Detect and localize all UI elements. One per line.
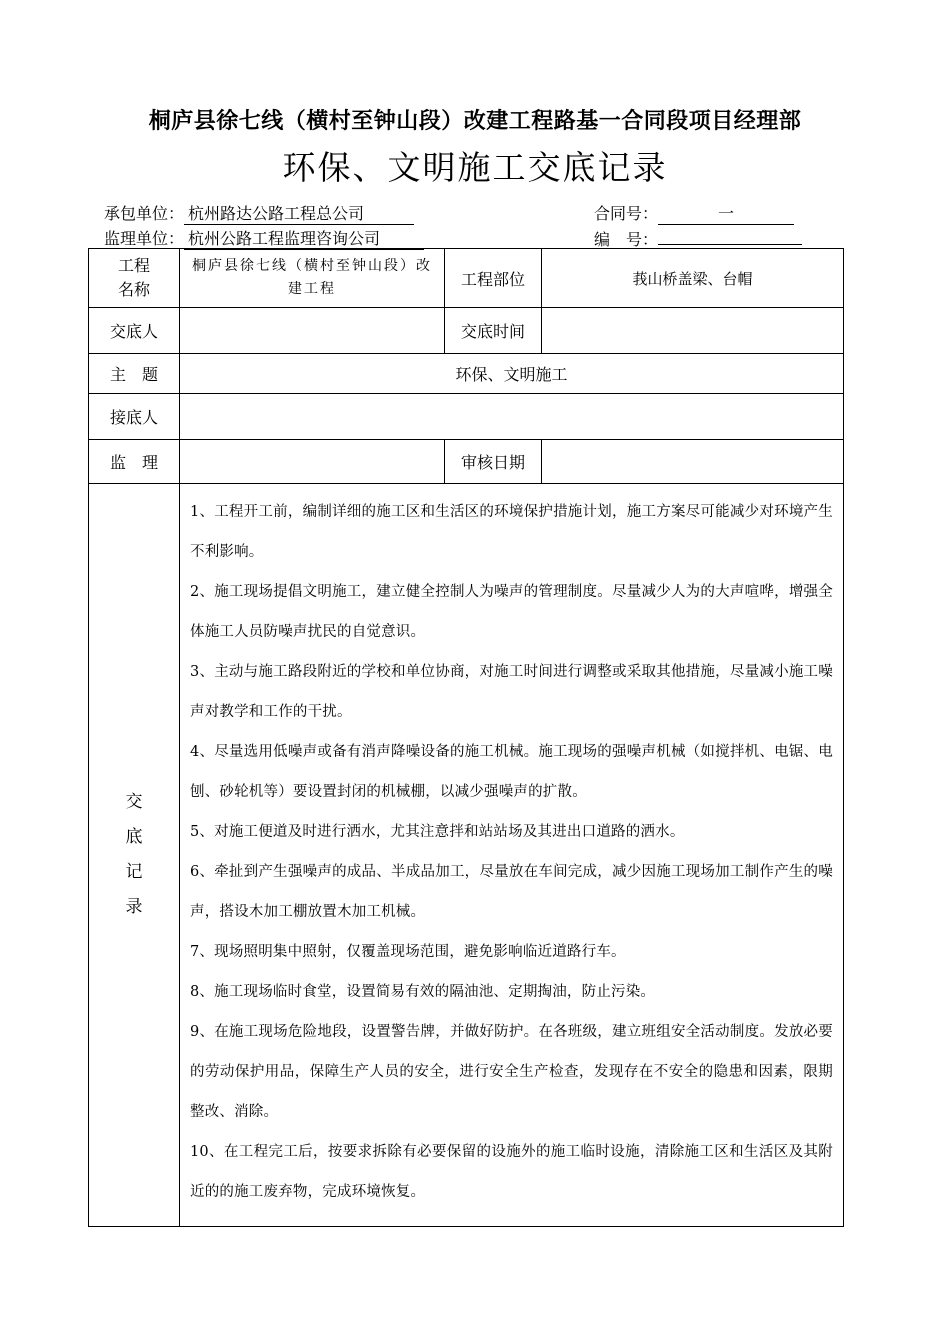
serial-no-row bbox=[594, 226, 802, 250]
project-part-label: 工程部位 bbox=[445, 249, 542, 308]
record-item: 10、在工程完工后，按要求拆除有必要保留的设施外的施工临时设施，清除施工区和生活区及其附近的的施工废弃物，完成环境恢复。 bbox=[190, 1144, 833, 1200]
time-label: 交底时间 bbox=[445, 308, 542, 354]
review-date-value[interactable] bbox=[542, 440, 844, 484]
receiver-row bbox=[89, 394, 844, 440]
record-label-char: 交 bbox=[125, 792, 143, 812]
project-part-value: 莪山桥盖梁、台帽 bbox=[542, 249, 844, 308]
supervisor-label: 监理单位： bbox=[104, 229, 185, 248]
record-label bbox=[89, 484, 180, 1227]
record-item: 5、对施工便道及时进行洒水，尤其注意拌和站站场及其进出口道路的洒水。 bbox=[190, 824, 685, 840]
contractor-label: 承包单位： bbox=[104, 204, 185, 223]
supervision-label: 监 理 bbox=[89, 440, 180, 484]
record-label-char: 记 bbox=[125, 862, 143, 882]
supervisor-value: 杭州公路工程监理咨询公司 bbox=[184, 226, 424, 250]
record-label-char: 底 bbox=[125, 827, 143, 847]
contract-no-label: 合同号： bbox=[594, 204, 659, 223]
subject-label: 主 题 bbox=[89, 354, 180, 394]
record-item: 8、施工现场临时食堂，设置简易有效的隔油池、定期掏油，防止污染。 bbox=[190, 984, 656, 1000]
subject-row bbox=[89, 354, 844, 394]
record-label-char: 录 bbox=[125, 897, 143, 917]
record-item: 7、现场照明集中照射，仅覆盖现场范围，避免影响临近道路行车。 bbox=[190, 944, 626, 960]
presenter-label: 交底人 bbox=[89, 308, 180, 354]
record-item: 3、主动与施工路段附近的学校和单位协商，对施工时间进行调整或采取其他措施，尽量减小施工噪声对教学和工作的干扰。 bbox=[190, 664, 833, 720]
presenter-value[interactable] bbox=[180, 308, 445, 354]
record-row bbox=[89, 484, 844, 1227]
organization-title: 桐庐县徐七线（横村至钟山段）改建工程路基一合同段项目经理部 bbox=[148, 109, 802, 134]
receiver-label: 接底人 bbox=[89, 394, 180, 440]
contract-no-value: 一 bbox=[658, 201, 794, 225]
project-name-label: 工程名称 bbox=[89, 249, 180, 308]
record-content bbox=[180, 484, 844, 1227]
supervision-row bbox=[89, 440, 844, 484]
record-item: 2、施工现场提倡文明施工，建立健全控制人为噪声的管理制度。尽量减少人为的大声喧哗，增强全体施工人员防噪声扰民的自觉意识。 bbox=[190, 584, 833, 640]
review-date-label: 审核日期 bbox=[445, 440, 542, 484]
record-item: 1、工程开工前，编制详细的施工区和生活区的环境保护措施计划，施工方案尽可能减少对环境产生不利影响。 bbox=[190, 504, 833, 560]
contractor-value: 杭州路达公路工程总公司 bbox=[184, 201, 414, 225]
record-item: 9、在施工现场危险地段，设置警告牌，并做好防护。在各班级，建立班组安全活动制度。发放必要的劳动保护用品，保障生产人员的安全，进行安全生产检查，发现存在不安全的隐患和因素，限期整改、消除。 bbox=[190, 1024, 833, 1120]
record-item: 4、尽量选用低噪声或备有消声降噪设备的施工机械。施工现场的强噪声机械（如搅拌机、电锯、电刨、砂轮机等）要设置封闭的机械棚，以减少强噪声的扩散。 bbox=[190, 744, 833, 800]
record-item: 6、牵扯到产生强噪声的成品、半成品加工，尽量放在车间完成，减少因施工现场加工制作产生的噪声，搭设木加工棚放置木加工机械。 bbox=[190, 864, 833, 920]
project-row bbox=[89, 249, 844, 308]
time-value[interactable] bbox=[542, 308, 844, 354]
project-name-value: 桐庐县徐七线（横村至钟山段）改建工程 bbox=[180, 249, 445, 308]
contract-no-row bbox=[594, 201, 794, 225]
receiver-value[interactable] bbox=[180, 394, 844, 440]
handover-record-table bbox=[88, 248, 844, 1227]
supervision-value[interactable] bbox=[180, 440, 445, 484]
contractor-row bbox=[104, 201, 414, 225]
presenter-row bbox=[89, 308, 844, 354]
serial-no-label: 编 号： bbox=[594, 230, 659, 249]
document-title: 环保、文明施工交底记录 bbox=[282, 148, 668, 187]
supervisor-row bbox=[104, 226, 424, 250]
subject-value: 环保、文明施工 bbox=[180, 354, 844, 394]
serial-no-value bbox=[658, 226, 802, 245]
